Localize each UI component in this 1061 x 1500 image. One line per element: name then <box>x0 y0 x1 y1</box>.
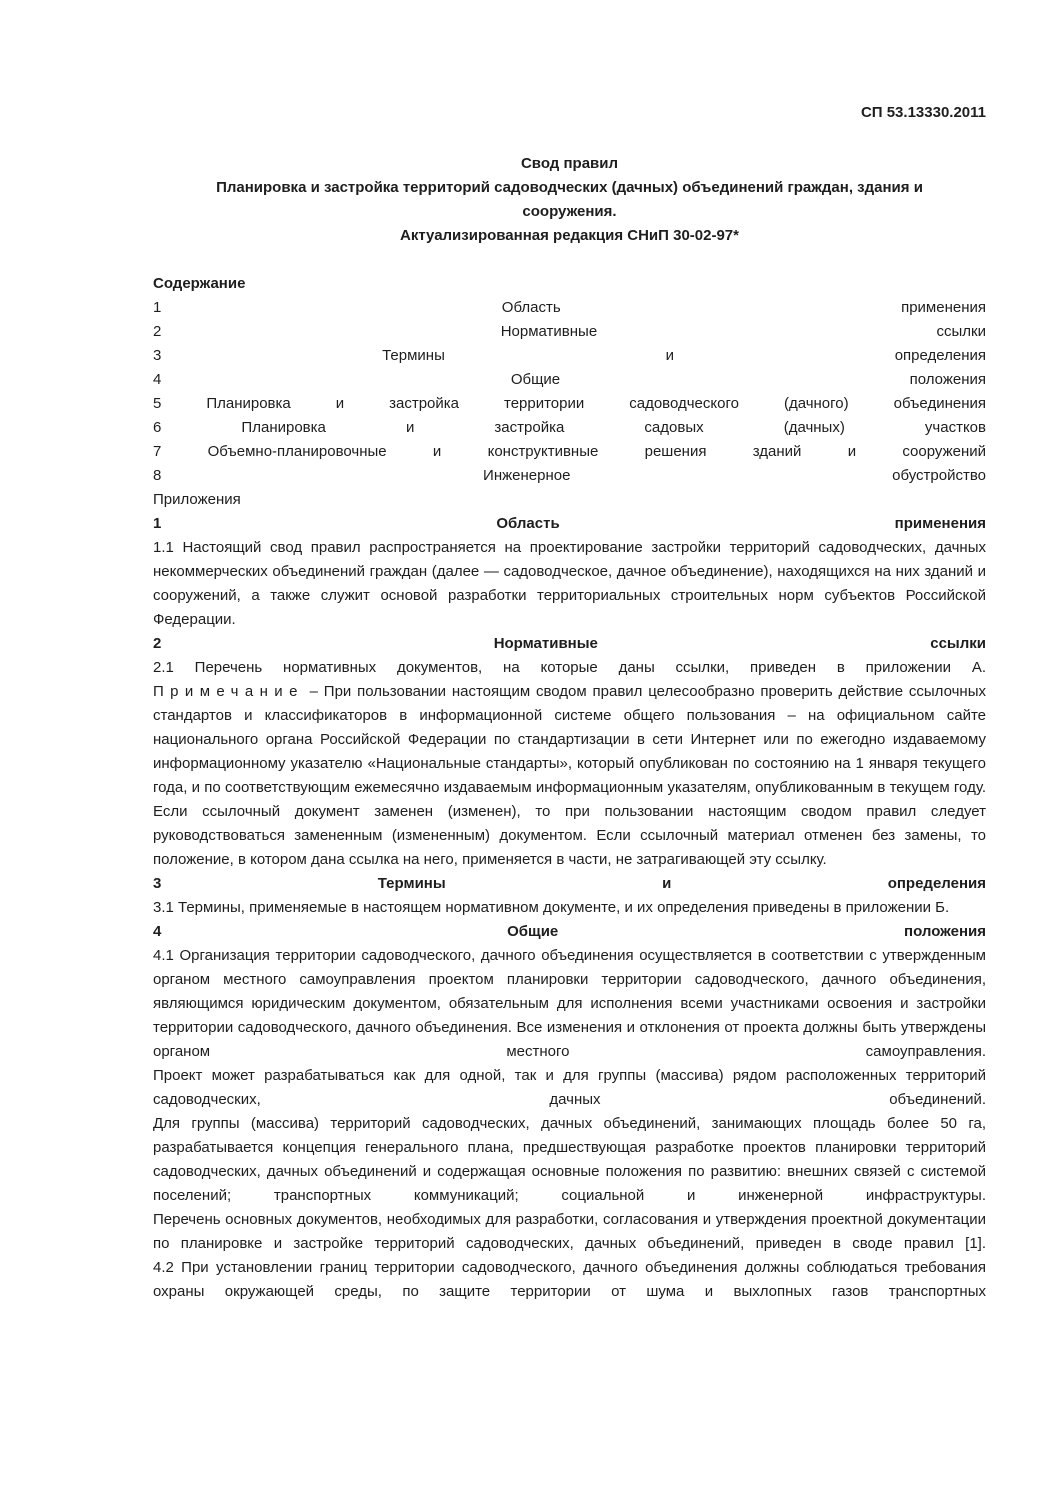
note-label: Примечание <box>153 683 304 700</box>
section-2-heading: 2 Нормативные ссылки <box>153 635 986 652</box>
toc-item: 5 Планировка и застройка территории садоводческого (дачного) объединения <box>153 395 986 412</box>
note-text: – При пользовании настоящим сводом правил целесообразно проверить действие ссылочных стандартов и классификаторов в информационной системе общего пользования – на официальном сайте национального органа Российской Федерации по стандартизации в сети Интернет или по ежегодно издаваемому информационному указателю «Национальные стандарты», который опубликован по состоянию на 1 января текущего года, и по соответствующим ежемесячно издаваемым информационным указателям, опубликованным в текущем году. Если ссылочный документ заменен (изменен), то при пользовании настоящим сводом правил следует руководствоваться замененным (измененным) документом. Если ссылочный материал отменен без замены, то положение, в котором дана ссылка на него, применяется в части, не затрагивающей эту ссылку. <box>153 683 986 868</box>
toc-item: 1 Область применения <box>153 299 986 316</box>
section-4-paragraph: 4.2 При установлении границ территории садоводческого, дачного объединения должны соблюдаться требования охраны окружающей среды, по защите территории от шума и выхлопных газов транспортных <box>153 1259 986 1300</box>
section-2-note <box>153 680 986 872</box>
section-1-paragraph: 1.1 Настоящий свод правил распространяется на проектирование застройки территорий садоводческих, дачных некоммерческих объединений граждан (далее — садоводческое, дачное объединение), находящихся на них зданий и сооружений, а также служит основой разработки территориальных строительных норм субъектов Российской Федерации. <box>153 539 986 628</box>
document-code: СП 53.13330.2011 <box>860 104 986 121</box>
section-4-heading: 4 Общие положения <box>153 923 986 940</box>
toc-item: 6 Планировка и застройка садовых (дачных) участков <box>153 419 986 436</box>
section-1-heading: 1 Область применения <box>153 515 986 532</box>
section-4-paragraph: Проект может разрабатываться как для одной, так и для группы (массива) рядом расположенных территорий садоводческих, дачных объединений. <box>153 1067 986 1108</box>
document-title-block <box>153 152 986 248</box>
document-body <box>153 272 986 1304</box>
section-2-paragraph: 2.1 Перечень нормативных документов, на которые даны ссылки, приведен в приложении А. <box>153 659 986 676</box>
title-line-2: Планировка и застройка территорий садоводческих (дачных) объединений граждан, здания и <box>216 179 923 196</box>
title-line-4: Актуализированная редакция СНиП 30-02-97* <box>399 227 739 244</box>
toc-item: 3 Термины и определения <box>153 347 986 364</box>
toc-item: 2 Нормативные ссылки <box>153 323 986 340</box>
toc-item: 7 Объемно-планировочные и конструктивные решения зданий и сооружений <box>153 443 986 460</box>
toc-item: 8 Инженерное обустройство <box>153 467 986 484</box>
section-4-paragraph: Для группы (массива) территорий садоводческих, дачных объединений, занимающих площадь более 50 га, разрабатывается концепция генерального плана, предшествующая разработке проектов планировки территорий садоводческих, дачных объединений и содержащая основные положения по развитию: внешних связей с системой поселений; транспортных коммуникаций; социальной и инженерной инфраструктуры. <box>153 1115 986 1204</box>
toc-heading: Содержание <box>153 275 246 292</box>
toc-item: 4 Общие положения <box>153 371 986 388</box>
title-line-3: сооружения. <box>522 203 617 220</box>
section-4-paragraph: Перечень основных документов, необходимых для разработки, согласования и утверждения проектной документации по планировке и застройке территорий садоводческих, дачных объединений, приведен в своде правил [1]. <box>153 1211 986 1252</box>
title-line-1: Свод правил <box>520 155 619 172</box>
toc-appendix: Приложения <box>153 491 241 508</box>
section-3-paragraph: 3.1 Термины, применяемые в настоящем нормативном документе, и их определения приведены в приложении Б. <box>153 899 950 916</box>
section-3-heading: 3 Термины и определения <box>153 875 986 892</box>
section-4-paragraph: 4.1 Организация территории садоводческого, дачного объединения осуществляется в соответствии с утвержденным органом местного самоуправления проектом планировки территории садоводческого, дачного объединения, являющимся юридическим документом, обязательным для исполнения всеми участниками освоения и застройки территории садоводческого, дачного объединения. Все изменения и отклонения от проекта должны быть утверждены органом местного самоуправления. <box>153 947 986 1060</box>
